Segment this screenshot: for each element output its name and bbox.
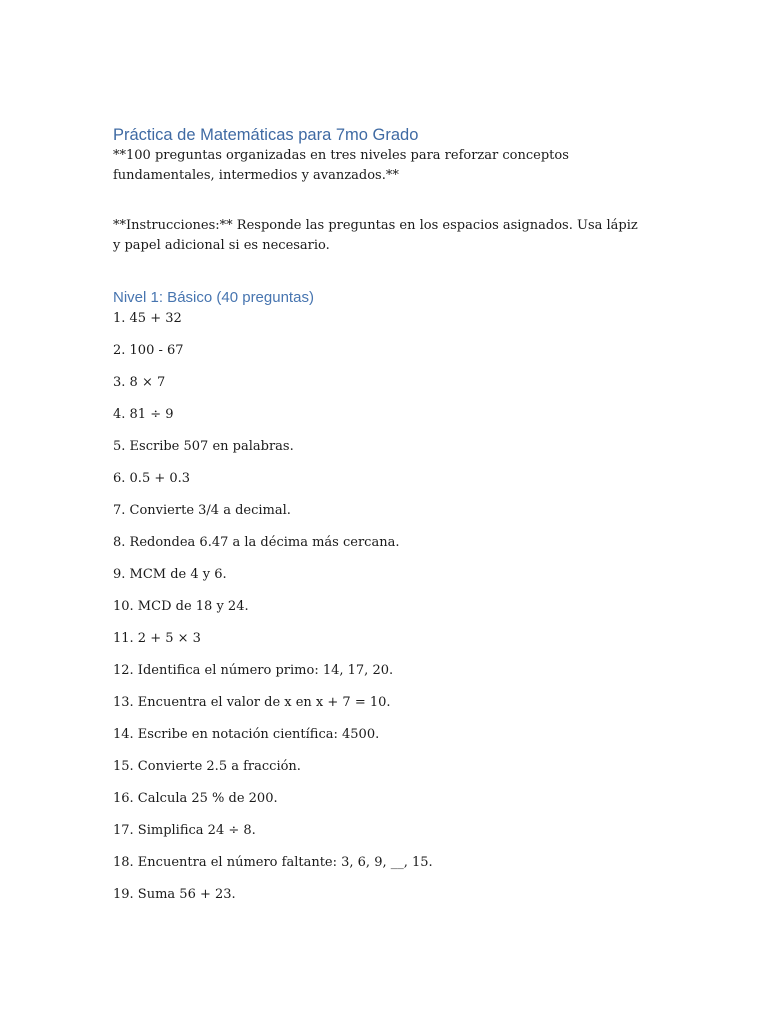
instructions-paragraph: **Instrucciones:** Responde las preguntas en los espacios asignados. Usa lápiz y papel adicional si es necesario. — [113, 218, 638, 253]
document-title: Práctica de Matemáticas para 7mo Grado — [113, 126, 419, 144]
question-item: 8. Redondea 6.47 a la décima más cercana. — [113, 535, 400, 550]
document-subtitle: **100 preguntas organizadas en tres niveles para reforzar conceptos fundamentales, intermedios y avanzados.** — [113, 148, 569, 183]
level-1-question-list — [113, 309, 643, 917]
question-item: 9. MCM de 4 y 6. — [113, 567, 227, 582]
question-item: 11. 2 + 5 × 3 — [113, 631, 201, 646]
question-item: 7. Convierte 3/4 a decimal. — [113, 503, 291, 518]
question-item: 3. 8 × 7 — [113, 375, 166, 390]
level-1-heading: Nivel 1: Básico (40 preguntas) — [113, 289, 314, 306]
question-item: 5. Escribe 507 en palabras. — [113, 439, 294, 454]
question-item: 13. Encuentra el valor de x en x + 7 = 10. — [113, 695, 391, 710]
document-page — [113, 124, 643, 917]
question-item: 12. Identifica el número primo: 14, 17, 20. — [113, 663, 394, 678]
question-item: 4. 81 ÷ 9 — [113, 407, 174, 422]
question-item: 6. 0.5 + 0.3 — [113, 471, 191, 486]
question-item: 10. MCD de 18 y 24. — [113, 599, 249, 614]
question-item: 16. Calcula 25 % de 200. — [113, 791, 278, 806]
question-item: 17. Simplifica 24 ÷ 8. — [113, 823, 256, 838]
question-item: 2. 100 - 67 — [113, 343, 184, 358]
question-item: 18. Encuentra el número faltante: 3, 6, 9, __, 15. — [113, 855, 433, 870]
question-item: 19. Suma 56 + 23. — [113, 887, 236, 902]
question-item: 14. Escribe en notación científica: 4500. — [113, 727, 380, 742]
question-item: 1. 45 + 32 — [113, 311, 182, 326]
question-item: 15. Convierte 2.5 a fracción. — [113, 759, 301, 774]
